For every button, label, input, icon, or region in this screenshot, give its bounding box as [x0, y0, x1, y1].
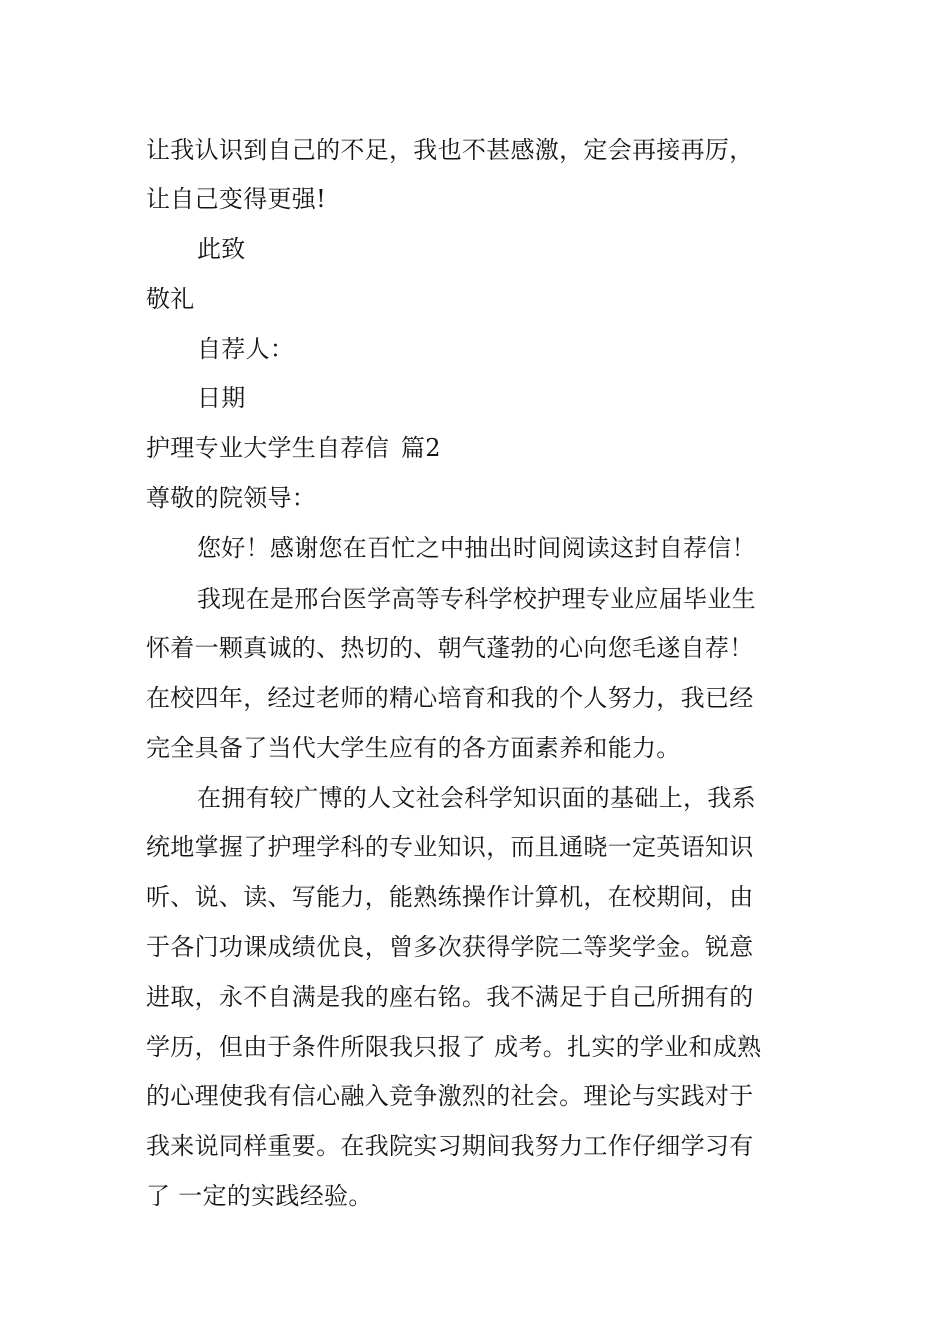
closing-text-line: 让我认识到自己的不足，我也不甚感激，定会再接再厉， — [146, 136, 754, 164]
closing-phrase-jingli: 敬礼 — [146, 285, 195, 313]
body-line: 怀着一颗真诚的、热切的、朝气蓬勃的心向您毛遂自荐！ — [146, 634, 754, 662]
body-line: 完全具备了当代大学生应有的各方面素养和能力。 — [146, 734, 681, 762]
body-line: 于各门功课成绩优良，曾多次获得学院二等奖学金。锐意 — [146, 933, 754, 961]
body-line: 在拥有较广博的人文社会科学知识面的基础上，我系 — [197, 784, 756, 812]
closing-phrase-cizhi: 此致 — [197, 235, 246, 263]
salutation: 尊敬的院领导： — [146, 484, 317, 512]
signature-label: 自荐人： — [197, 335, 295, 363]
body-line: 在校四年，经过老师的精心培育和我的个人努力，我已经 — [146, 684, 754, 712]
body-line: 的心理使我有信心融入竞争激烈的社会。理论与实践对于 — [146, 1082, 754, 1110]
body-line: 统地掌握了护理学科的专业知识，而且通晓一定英语知识 — [146, 833, 754, 861]
body-line: 了 一定的实践经验。 — [146, 1182, 373, 1210]
date-label: 日期 — [197, 384, 246, 412]
body-line: 我来说同样重要。在我院实习期间我努力工作仔细学习有 — [146, 1132, 754, 1160]
body-line: 学历，但由于条件所限我只报了 成考。扎实的学业和成熟 — [146, 1033, 762, 1061]
body-line: 我现在是邢台医学高等专科学校护理专业应届毕业生 — [197, 585, 756, 613]
section-title: 护理专业大学生自荐信 篇2 — [146, 434, 441, 462]
body-line: 您好！感谢您在百忙之中抽出时间阅读这封自荐信！ — [197, 534, 756, 562]
body-line: 听、说、读、写能力，能熟练操作计算机，在校期间，由 — [146, 883, 754, 911]
closing-text-line: 让自己变得更强! — [146, 185, 327, 213]
body-line: 进取，永不自满是我的座右铭。我不满足于自己所拥有的 — [146, 983, 754, 1011]
